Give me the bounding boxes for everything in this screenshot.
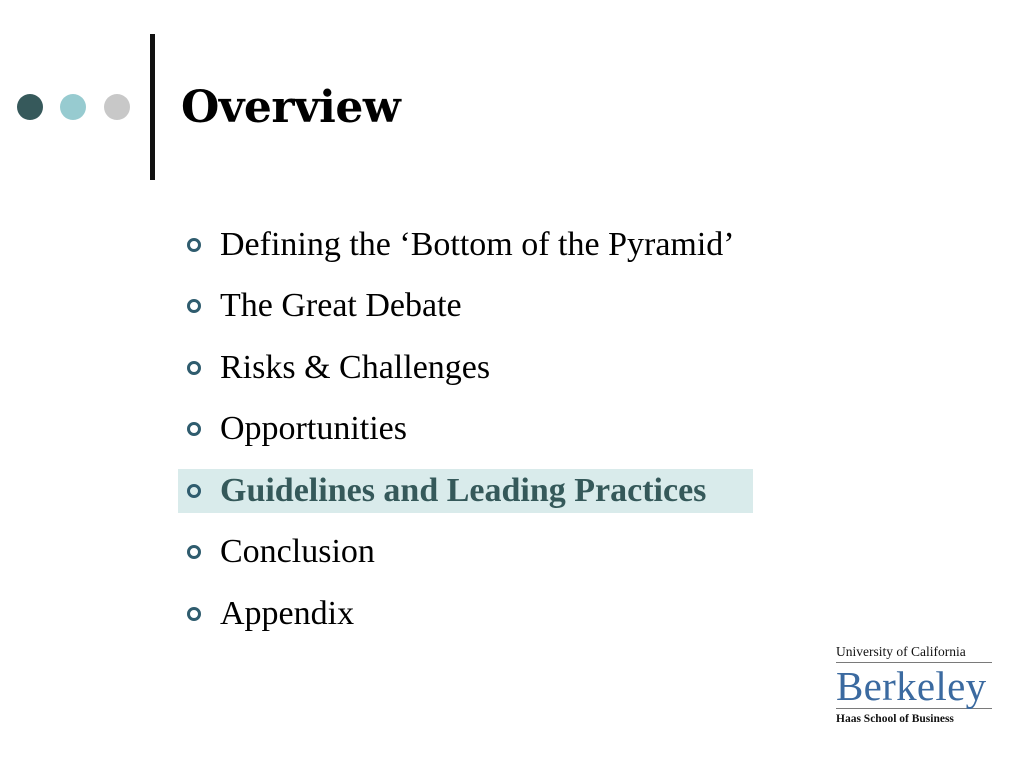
bullet-ring-icon — [187, 607, 201, 621]
accent-dot-gray — [104, 94, 130, 120]
bullet-item — [178, 337, 753, 399]
bullet-label: Risks & Challenges — [220, 348, 491, 386]
slide-title: Overview — [181, 82, 401, 133]
bullet-item — [178, 583, 753, 645]
bullet-ring-icon — [187, 545, 201, 559]
bullet-ring-icon — [187, 361, 201, 375]
bullet-ring-icon — [187, 238, 201, 252]
bullet-label: Appendix — [220, 594, 355, 632]
bullet-item — [178, 214, 753, 276]
bullet-label: Conclusion — [220, 533, 375, 571]
bullet-label: The Great Debate — [220, 287, 462, 325]
accent-dot-dark — [17, 94, 43, 120]
bullet-list — [178, 214, 753, 645]
bullet-label: Defining the ‘Bottom of the Pyramid’ — [220, 225, 735, 263]
bullet-item — [178, 399, 753, 461]
bullet-label: Opportunities — [220, 410, 407, 448]
title-divider — [150, 34, 155, 180]
bullet-label: Guidelines and Leading Practices — [220, 471, 707, 509]
logo-university-text: University of California — [836, 644, 992, 663]
bullet-item — [178, 276, 753, 338]
accent-dot-light — [60, 94, 86, 120]
logo-school-text: Haas School of Business — [836, 708, 992, 726]
bullet-ring-icon — [187, 422, 201, 436]
berkeley-haas-logo — [836, 644, 992, 728]
bullet-item — [178, 522, 753, 584]
logo-berkeley-wordmark: Berkeley — [836, 663, 987, 709]
bullet-ring-icon — [187, 299, 201, 313]
bullet-ring-icon — [187, 484, 201, 498]
bullet-item-active — [178, 469, 753, 513]
